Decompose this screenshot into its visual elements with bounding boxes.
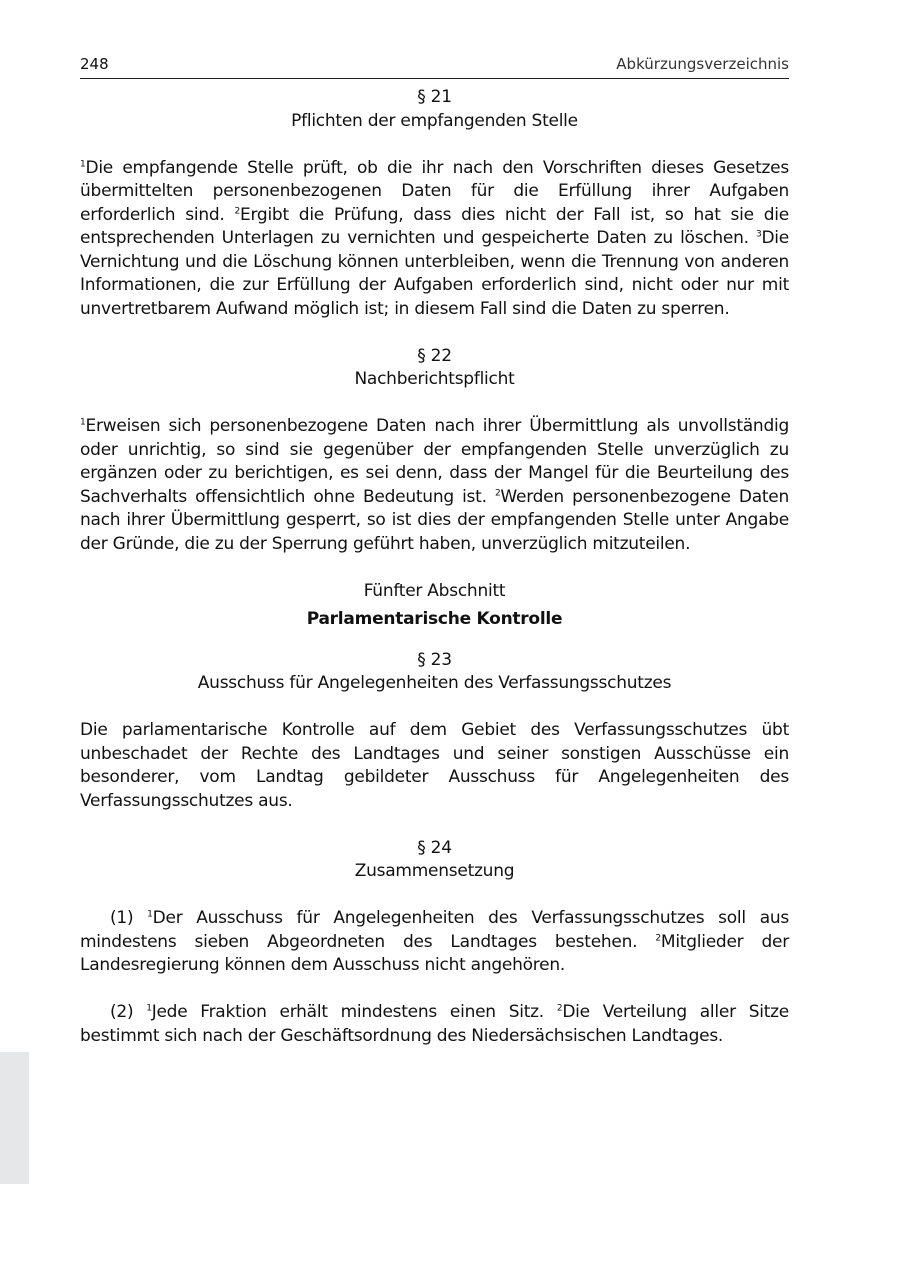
sentence-marker: 1	[146, 1003, 152, 1014]
sentence-marker: 2	[655, 932, 661, 943]
section-24	[80, 837, 789, 1049]
sentence: Die Vernichtung und die Löschung können unterbleiben, wenn die Trennung von anderen Informationen, die zur Erfüllung der Aufgaben erforderlich sind, nicht oder nur mit unvertretbarem Aufwand möglich ist; in diesem Fall sind die Daten zu sperren.	[80, 228, 789, 319]
section-title: Nachberichtspflicht	[354, 369, 515, 389]
sentence: Werden personenbezogene Daten nach ihrer Übermittlung gesperrt, so ist dies der empfangenden Stelle unter Angabe der Gründe, die zu der Sperrung geführt haben, unverzüglich mitzuteilen.	[80, 486, 790, 554]
sentence: Die Verteilung aller Sitze bestimmt sich nach der Geschäftsordnung des Niedersächsischen Landtages.	[80, 1002, 790, 1046]
sentence-marker: 2	[556, 1003, 563, 1014]
chapter-label: Fünfter Abschnitt	[363, 580, 506, 601]
section-24-heading	[80, 837, 789, 884]
page-number: 248	[80, 55, 109, 73]
section-23-heading	[80, 649, 789, 696]
section-number: § 21	[417, 87, 452, 107]
sentence-marker: 1	[147, 909, 153, 920]
chapter-title: Parlamentarische Kontrolle	[306, 609, 563, 629]
sentence-marker: 2	[494, 487, 501, 498]
section-23-text: Die parlamentarische Kontrolle auf dem Gebiet des Verfassungsschutzes übt unbeschadet der Rechte des Landtages und seiner sonstigen Ausschüsse ein besonderer, vom Landtag gebildeter Ausschuss für Angelegenheiten des Verfassungsschutzes aus.	[80, 720, 789, 811]
section-number: § 22	[417, 345, 452, 366]
sentence-marker: 1	[80, 158, 86, 169]
paragraph-number: (2)	[110, 1002, 147, 1022]
sentence-marker: 1	[80, 417, 86, 428]
sentence: Jede Fraktion erhält mindestens einen Sitz.	[151, 1002, 557, 1022]
sentence: Mitglieder der Landesregierung können dem Ausschuss nicht angehören.	[80, 931, 789, 975]
section-title: Ausschuss für Angelegenheiten des Verfassungsschutzes	[197, 673, 672, 693]
section-number: § 24	[417, 837, 452, 858]
section-21-heading	[80, 86, 789, 133]
section-title: Pflichten der empfangenden Stelle	[291, 110, 578, 131]
thumb-index-tab	[0, 1052, 29, 1184]
section-24-paragraph-2	[80, 1001, 789, 1048]
section-23	[80, 649, 789, 814]
page-body	[80, 86, 789, 1072]
sentence: Ergibt die Prüfung, dass dies nicht der Fall ist, so hat sie die entsprechenden Unterlagen zu vernichten und gespeicherte Daten zu löschen.	[80, 204, 789, 248]
running-title: Abkürzungsverzeichnis	[616, 55, 789, 73]
sentence: Der Ausschuss für Angelegenheiten des Verfassungsschutzes soll aus mindestens sieben Abgeordneten des Landtages bestehen.	[80, 908, 789, 952]
section-number: § 23	[417, 649, 452, 670]
paragraph-number: (1)	[110, 908, 148, 928]
sentence-marker: 3	[755, 229, 762, 240]
section-21-text	[80, 157, 789, 322]
sentence: Erweisen sich personenbezogene Daten nach ihrer Übermittlung als unvollständig oder unrichtig, so sind sie gegenüber der empfangenden Stelle unverzüglich zu ergänzen oder zu berichtigen, es sei denn, dass der Mangel für die Beurteilung des Sachverhalts offensichtlich ohne Bedeutung ist.	[80, 416, 789, 507]
section-title: Zusammensetzung	[354, 861, 515, 881]
section-22-heading	[80, 345, 789, 392]
section-22-text	[80, 415, 789, 556]
section-21	[80, 86, 789, 321]
sentence: Die empfangende Stelle prüft, ob die ihr nach den Vorschriften dieses Gesetzes übermittelten personenbezogenen Daten für die Erfüllung ihrer Aufgaben erforderlich sind.	[80, 157, 789, 225]
sentence-marker: 2	[234, 205, 240, 216]
section-22	[80, 345, 789, 557]
section-24-paragraph-1	[80, 907, 789, 978]
page-header	[80, 54, 789, 79]
